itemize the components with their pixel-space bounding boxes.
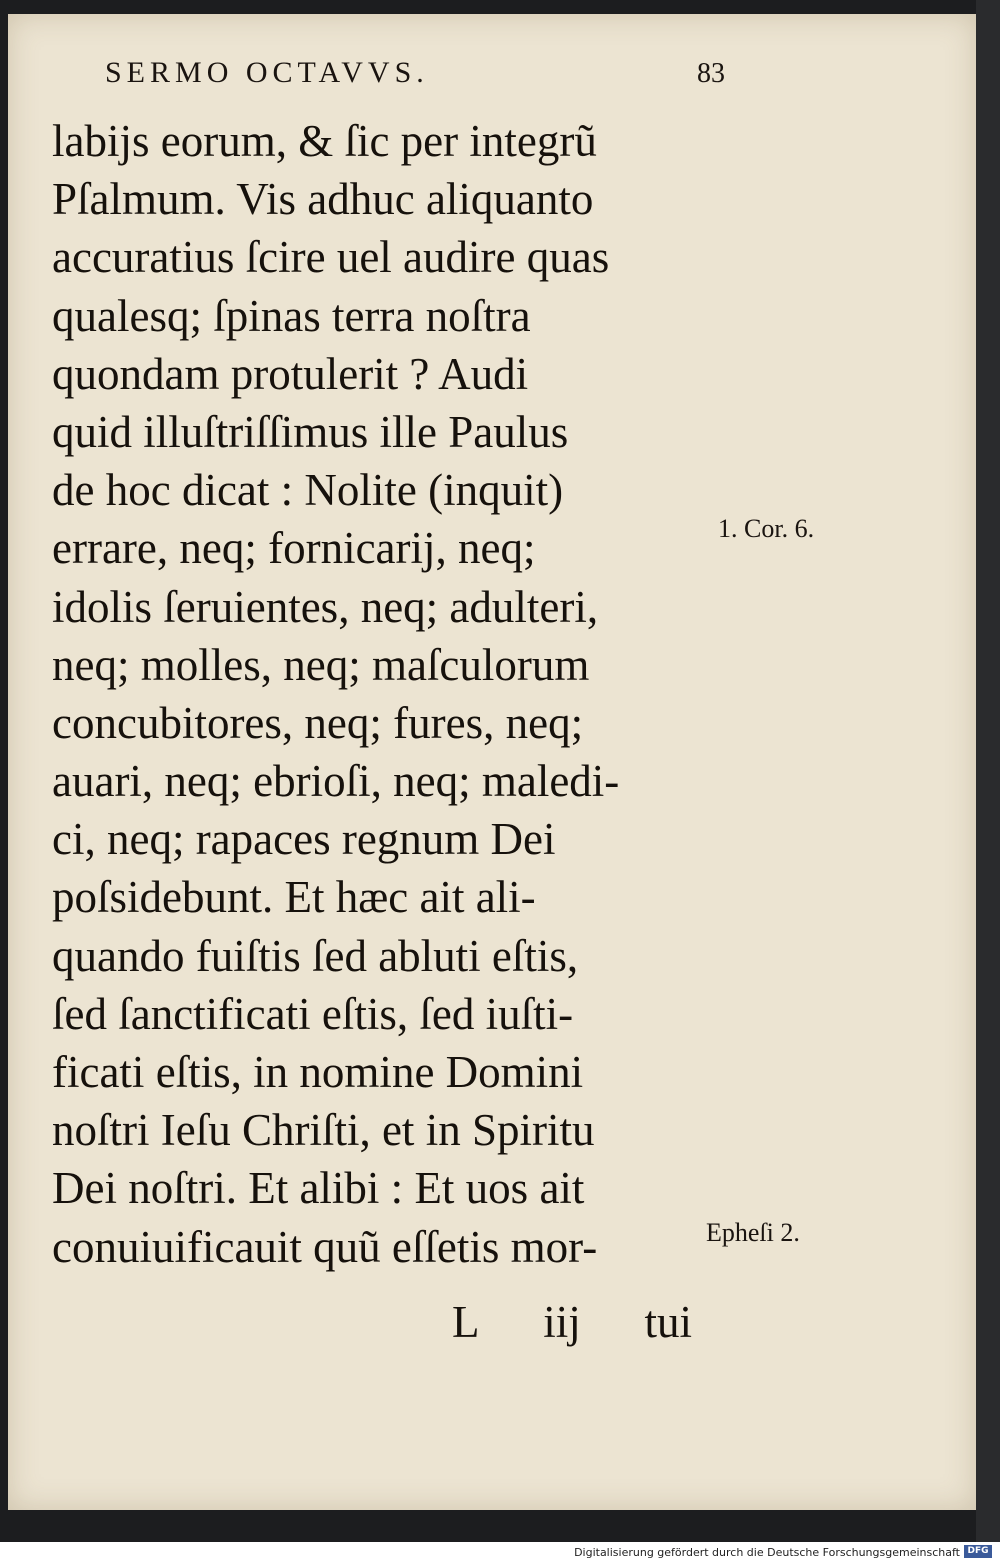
signature-mark: L <box>452 1297 480 1347</box>
text-line: quondam protulerit ? Audi <box>52 348 529 399</box>
text-line: quid illuſtriſſimus ille Paulus <box>52 406 569 457</box>
text-line: ſed ſanctificati eſtis, ſed iuſti- <box>52 988 574 1039</box>
text-line: accuratius ſcire uel audire quas <box>52 232 610 283</box>
folio-number: 83 <box>697 58 725 89</box>
margin-note-cor: 1. Cor. 6. <box>718 514 815 543</box>
text-line: idolis ſeruientes, neq; adulteri, <box>52 581 599 632</box>
text-line: labijs eorum, & ſic per integrũ <box>52 116 597 166</box>
text-line: quando fuiſtis ſed abluti eſtis, <box>52 930 579 981</box>
page-header <box>105 56 725 90</box>
text-line: errare, neq; fornicarij, neq; <box>52 523 536 574</box>
text-line: Dei noſtri. Et alibi : Et uos ait <box>52 1163 585 1214</box>
text-line: concubitores, neq; fures, neq; <box>52 697 584 748</box>
text-line: noſtri Ieſu Chriſti, et in Spiritu <box>52 1105 595 1156</box>
text-line: conuiuificauit quũ eſſetis mor- <box>52 1221 598 1272</box>
signature-number: iij <box>543 1297 581 1347</box>
text-line: neq; molles, neq; maſculorum <box>52 639 590 690</box>
text-line: ci, neq; rapaces regnum Dei <box>52 814 556 865</box>
text-line: de hoc dicat : Nolite (inquit) <box>52 465 564 516</box>
scan-edge <box>976 0 1000 1542</box>
text-line: ficati eſtis, in nomine Domini <box>52 1047 584 1097</box>
text-line: Pſalmum. Vis adhuc aliquanto <box>52 174 594 225</box>
catchword: tui <box>644 1297 692 1347</box>
footer-bar <box>0 1542 1000 1562</box>
signature-line <box>452 1296 692 1348</box>
text-line: poſsidebunt. Et hæc ait ali- <box>52 872 536 923</box>
text-line: auari, neq; ebrioſi, neq; maledi- <box>52 756 620 807</box>
text-line: qualesq; ſpinas terra noſtra <box>52 290 531 341</box>
body-text <box>52 112 712 1276</box>
margin-note-ephesians: Epheſi 2. <box>706 1218 800 1247</box>
running-title: SERMO OCTAVVS. <box>105 56 429 89</box>
footer-credit: Digitalisierung gefördert durch die Deutsche Forschungsgemeinschaft <box>574 1546 960 1559</box>
dfg-logo: DFG <box>964 1545 992 1558</box>
